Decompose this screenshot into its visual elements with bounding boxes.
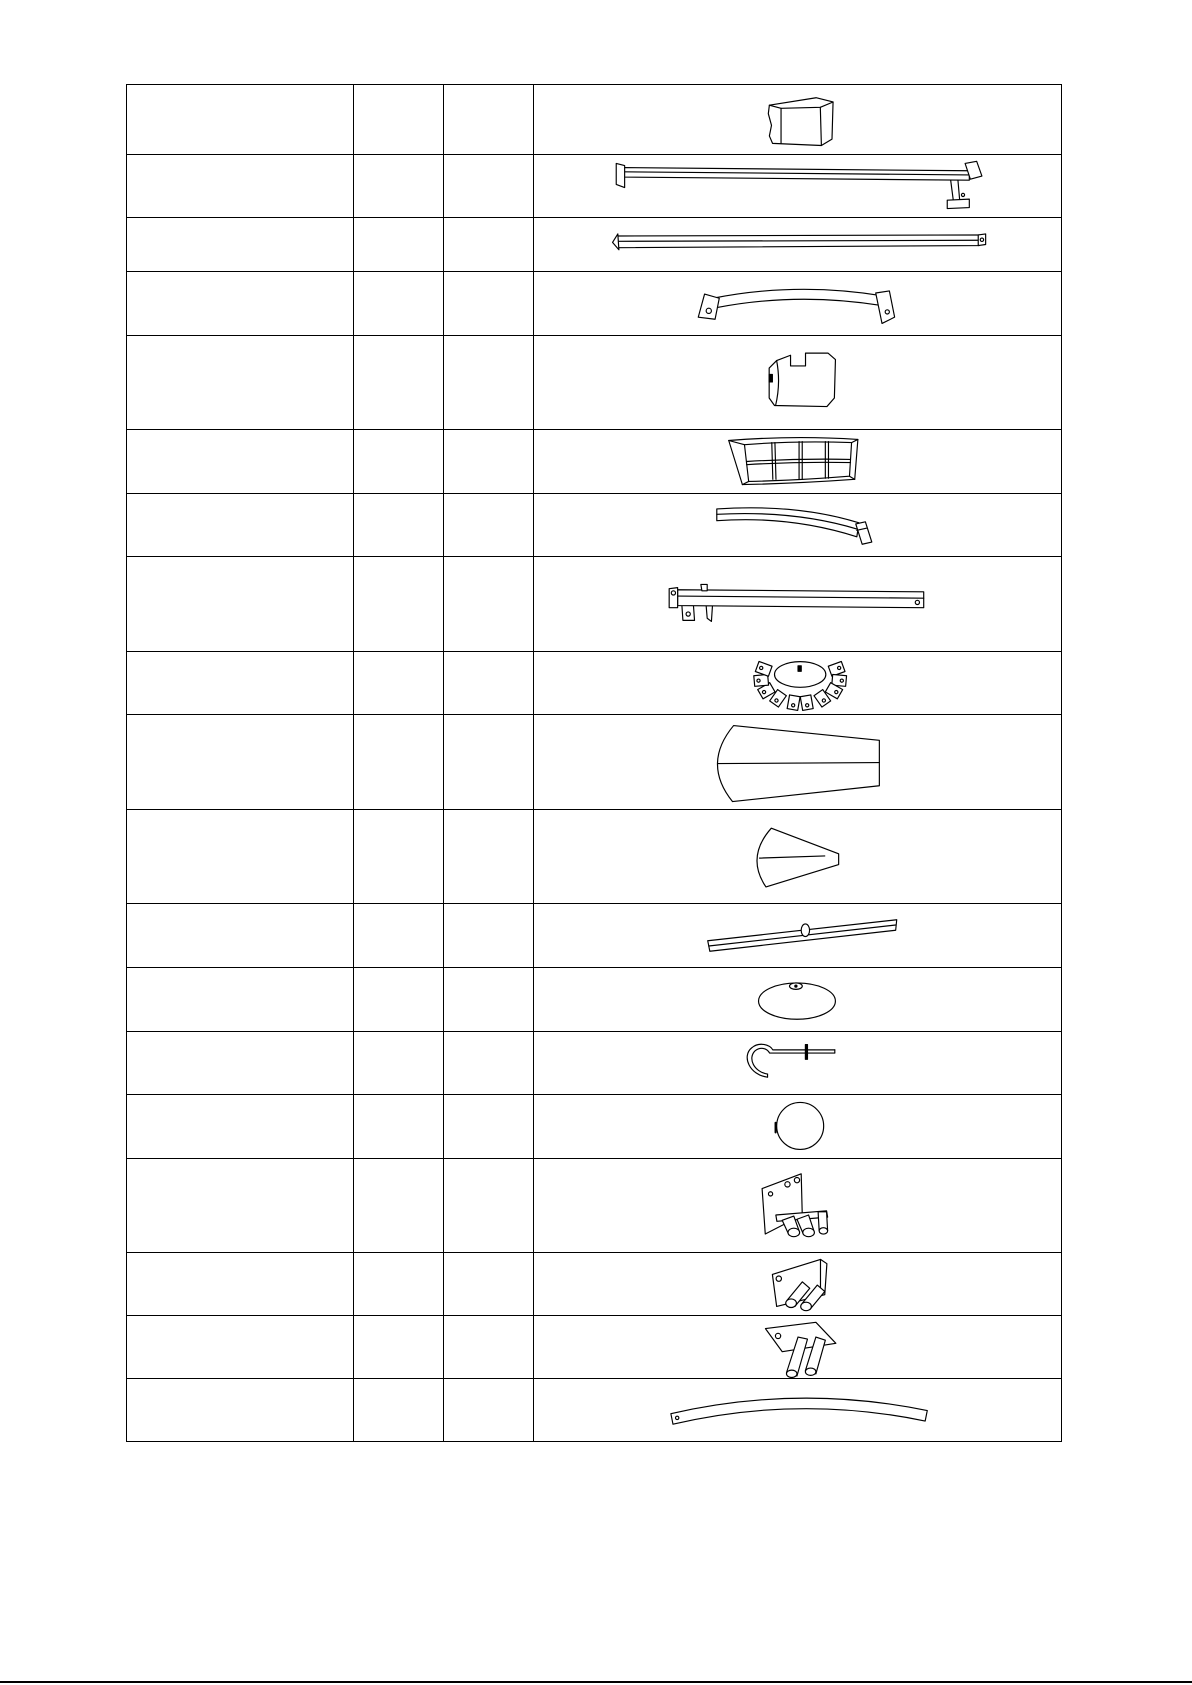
- illustration-cell: [534, 1159, 1062, 1253]
- parts-cell-b: [354, 155, 444, 218]
- parts-cell-b: [354, 494, 444, 557]
- parts-cell-c: [444, 810, 534, 904]
- disc-cap-icon: [534, 968, 1061, 1031]
- parts-cell-b: [354, 1095, 444, 1159]
- parts-cell-a: [127, 218, 354, 272]
- parts-cell-c: [444, 336, 534, 430]
- illustration-cell: [534, 715, 1062, 810]
- illustration-cell: [534, 85, 1062, 155]
- illustration-cell: [534, 218, 1062, 272]
- flat-strip-icon: [534, 904, 1061, 967]
- parts-cell-a: [127, 1316, 354, 1379]
- parts-cell-a: [127, 810, 354, 904]
- parts-cell-a: [127, 430, 354, 494]
- double-pin-bracket-icon: [534, 1159, 1061, 1252]
- hub-connector-icon: [534, 652, 1061, 714]
- parts-cell-a: [127, 652, 354, 715]
- parts-cell-b: [354, 904, 444, 968]
- illustration-cell: [534, 557, 1062, 652]
- parts-cell-c: [444, 1032, 534, 1095]
- long-beam-with-leg-icon: [534, 155, 1061, 217]
- parts-cell-c: [444, 272, 534, 336]
- parts-cell-a: [127, 557, 354, 652]
- parts-cell-c: [444, 85, 534, 155]
- hook-icon: [534, 1032, 1061, 1094]
- parts-cell-c: [444, 218, 534, 272]
- parts-table: [126, 84, 1062, 1442]
- curved-strip-icon: [534, 1379, 1061, 1441]
- illustration-cell: [534, 1032, 1062, 1095]
- small-roof-panel-icon: [534, 810, 1061, 903]
- illustration-cell: [534, 430, 1062, 494]
- parts-cell-c: [444, 1379, 534, 1442]
- parts-cell-b: [354, 715, 444, 810]
- parts-cell-a: [127, 1379, 354, 1442]
- parts-cell-a: [127, 715, 354, 810]
- parts-cell-c: [444, 155, 534, 218]
- corner-housing-icon: [534, 85, 1061, 154]
- page-bottom-rule: [0, 1681, 1192, 1683]
- parts-cell-c: [444, 904, 534, 968]
- parts-cell-a: [127, 155, 354, 218]
- illustration-cell: [534, 1095, 1062, 1159]
- illustration-cell: [534, 652, 1062, 715]
- parts-cell-c: [444, 1095, 534, 1159]
- angled-pin-bracket-icon: [534, 1253, 1061, 1315]
- long-bar-icon: [534, 218, 1061, 271]
- illustration-cell: [534, 1253, 1062, 1316]
- parts-cell-c: [444, 557, 534, 652]
- parts-cell-c: [444, 430, 534, 494]
- beam-with-end-brackets-icon: [534, 557, 1061, 651]
- curved-rail-icon: [534, 494, 1061, 556]
- parts-cell-b: [354, 218, 444, 272]
- parts-cell-b: [354, 272, 444, 336]
- parts-cell-c: [444, 1253, 534, 1316]
- parts-cell-c: [444, 652, 534, 715]
- parts-cell-b: [354, 430, 444, 494]
- parts-cell-b: [354, 968, 444, 1032]
- parts-cell-b: [354, 652, 444, 715]
- parts-cell-b: [354, 85, 444, 155]
- parts-cell-a: [127, 494, 354, 557]
- parts-cell-b: [354, 336, 444, 430]
- illustration-cell: [534, 810, 1062, 904]
- curved-bracket-bar-icon: [534, 272, 1061, 335]
- parts-cell-c: [444, 1159, 534, 1253]
- notched-block-icon: [534, 336, 1061, 429]
- parts-cell-b: [354, 1253, 444, 1316]
- parts-cell-a: [127, 85, 354, 155]
- parts-cell-b: [354, 1159, 444, 1253]
- illustration-cell: [534, 494, 1062, 557]
- illustration-cell: [534, 1379, 1062, 1442]
- parts-cell-b: [354, 1379, 444, 1442]
- ball-finial-icon: [534, 1095, 1061, 1158]
- parts-cell-a: [127, 1095, 354, 1159]
- top-pin-bracket-icon: [534, 1316, 1061, 1378]
- parts-cell-c: [444, 715, 534, 810]
- parts-cell-c: [444, 494, 534, 557]
- illustration-cell: [534, 155, 1062, 218]
- parts-cell-c: [444, 1316, 534, 1379]
- curved-grid-panel-icon: [534, 430, 1061, 493]
- large-roof-panel-icon: [534, 715, 1061, 809]
- illustration-cell: [534, 1316, 1062, 1379]
- parts-cell-b: [354, 1316, 444, 1379]
- parts-cell-c: [444, 968, 534, 1032]
- illustration-cell: [534, 336, 1062, 430]
- illustration-cell: [534, 904, 1062, 968]
- parts-cell-b: [354, 1032, 444, 1095]
- parts-cell-a: [127, 272, 354, 336]
- parts-cell-a: [127, 336, 354, 430]
- parts-cell-a: [127, 968, 354, 1032]
- parts-cell-a: [127, 1032, 354, 1095]
- parts-cell-a: [127, 904, 354, 968]
- parts-cell-b: [354, 810, 444, 904]
- parts-cell-a: [127, 1159, 354, 1253]
- parts-cell-b: [354, 557, 444, 652]
- illustration-cell: [534, 968, 1062, 1032]
- illustration-cell: [534, 272, 1062, 336]
- parts-cell-a: [127, 1253, 354, 1316]
